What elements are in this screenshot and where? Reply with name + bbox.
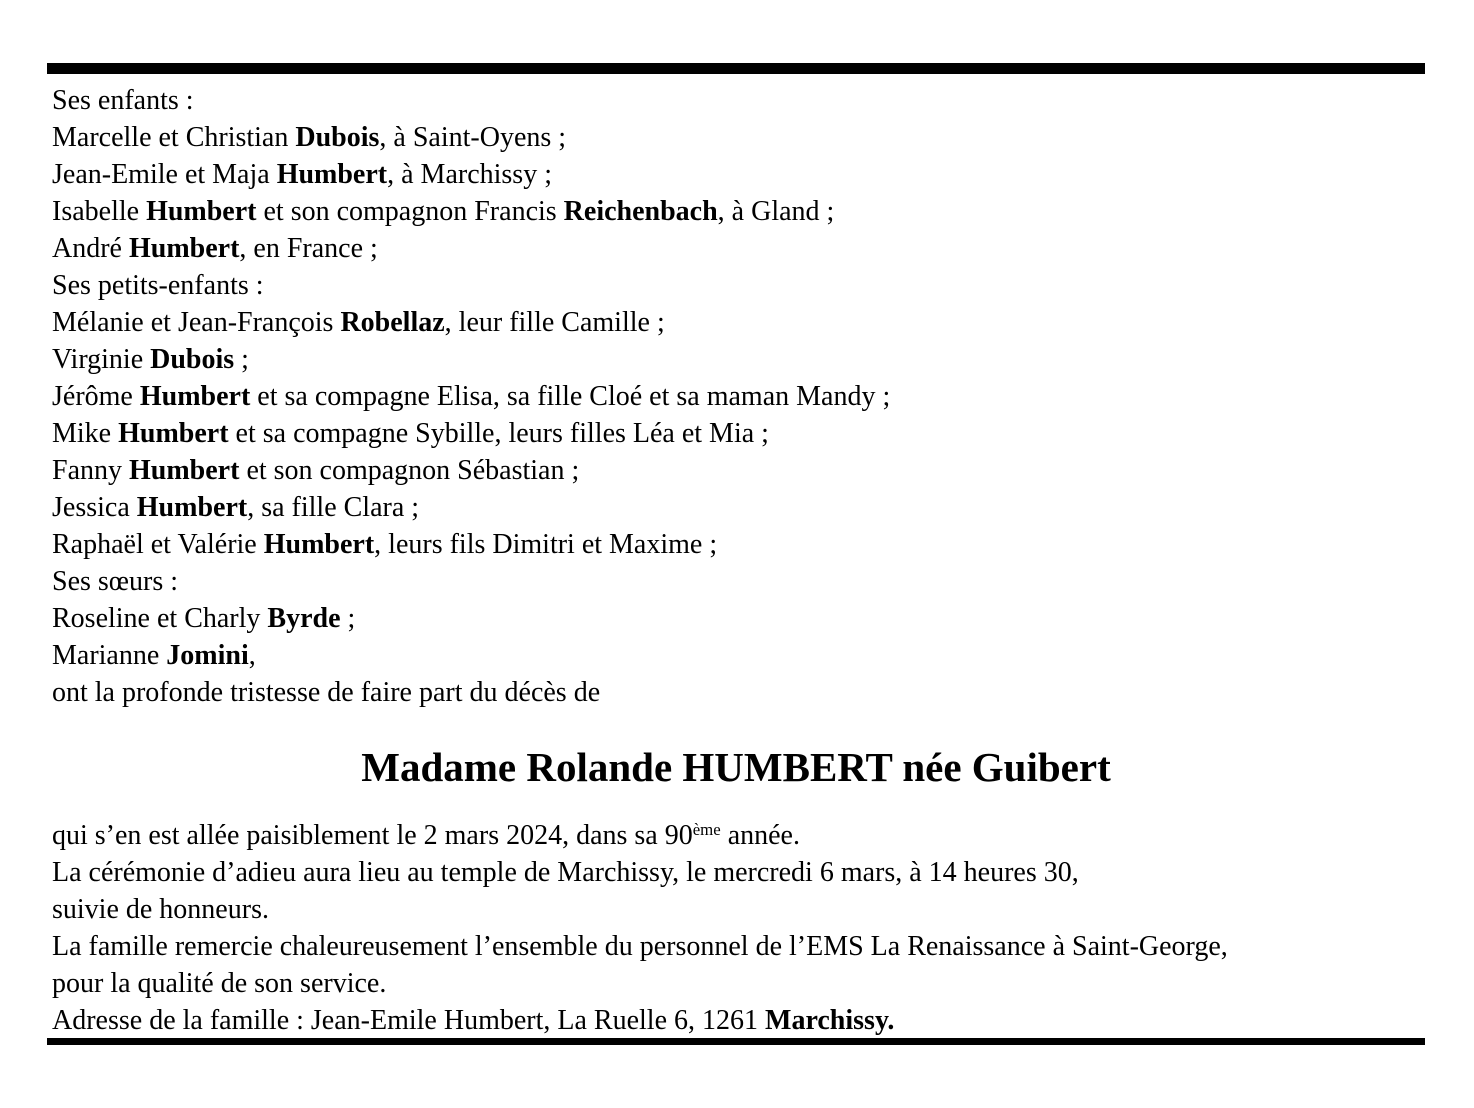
surname-bold-text: Humbert — [139, 381, 251, 412]
text-line — [52, 891, 1432, 928]
text-line — [52, 119, 1432, 156]
surname-bold-text: Humbert — [118, 418, 229, 449]
body-text: , à Gland ; — [717, 196, 835, 227]
surname-bold-text: Robellaz — [340, 307, 445, 338]
body-text: , à Marchissy ; — [387, 159, 552, 190]
body-text: André — [52, 233, 129, 264]
surname-bold-text: Humbert — [276, 159, 388, 190]
surname-bold-text: Marchissy. — [765, 1005, 895, 1036]
surname-bold-text: Humbert — [263, 529, 375, 560]
body-text: Mélanie et Jean-François — [52, 307, 341, 338]
body-text: La cérémonie d’adieu aura lieu au temple de Marchissy, le mercredi 6 mars, à 14 heures 30, — [52, 857, 1079, 888]
body-text: , — [248, 640, 256, 671]
text-line — [52, 267, 1432, 304]
surname-bold-text: Dubois — [150, 344, 235, 375]
text-line — [52, 526, 1432, 563]
body-text: Isabelle — [52, 196, 147, 227]
body-text: et sa compagne Elisa, sa fille Cloé et sa maman Mandy ; — [250, 381, 891, 412]
bottom-rule — [47, 1038, 1425, 1045]
body-text: pour la qualité de son service. — [52, 968, 387, 999]
text-line — [52, 1002, 1432, 1039]
body-text: Mike — [52, 418, 119, 449]
text-line — [52, 415, 1432, 452]
surname-bold-text: Humbert — [129, 455, 240, 486]
text-line — [52, 854, 1432, 891]
family-paragraph — [52, 82, 1432, 711]
surname-bold-text: Jomini — [166, 640, 249, 671]
body-text: Roseline et Charly — [52, 603, 268, 634]
text-line — [52, 674, 1432, 711]
body-text: suivie de honneurs. — [52, 894, 269, 925]
body-text: ; — [340, 603, 356, 634]
body-text: Ses sœurs : — [52, 566, 179, 597]
body-text: , en France ; — [239, 233, 378, 264]
text-line — [52, 563, 1432, 600]
text-line — [52, 230, 1432, 267]
body-text: année. — [720, 820, 800, 851]
body-text: ont la profonde tristesse de faire part du décès de — [52, 677, 601, 708]
body-text: Ses enfants : — [52, 85, 194, 116]
body-text: , à Saint-Oyens ; — [379, 122, 567, 153]
body-text: Jean-Emile et Maja — [52, 159, 277, 190]
body-text: Marianne — [52, 640, 167, 671]
body-text: et son compagnon Sébastian ; — [239, 455, 580, 486]
body-text: Jérôme — [52, 381, 140, 412]
body-text: ; — [234, 344, 249, 375]
surname-bold-text: Dubois — [295, 122, 380, 153]
body-text: , leur fille Camille ; — [444, 307, 665, 338]
text-line — [52, 341, 1432, 378]
text-line — [52, 378, 1432, 415]
top-rule — [47, 63, 1425, 74]
surname-bold-text: Humbert — [146, 196, 257, 227]
deceased-name-title: Madame Rolande HUMBERT née Guibert — [361, 744, 1111, 790]
body-text: Adresse de la famille : Jean-Emile Humbert, La Ruelle 6, 1261 — [52, 1005, 766, 1036]
surname-bold-text: Humbert — [136, 492, 248, 523]
text-line — [52, 156, 1432, 193]
text-line — [52, 193, 1432, 230]
text-line — [52, 928, 1432, 965]
body-text: , sa fille Clara ; — [247, 492, 420, 523]
text-line — [52, 600, 1432, 637]
body-text: Raphaël et Valérie — [52, 529, 264, 560]
body-text: qui s’en est allée paisiblement le 2 mars 2024, dans sa 90 — [52, 820, 693, 851]
body-text: Virginie — [52, 344, 151, 375]
body-text: La famille remercie chaleureusement l’ensemble du personnel de l’EMS La Renaissance à Saint-George, — [52, 931, 1228, 962]
text-line — [52, 489, 1432, 526]
text-line — [52, 965, 1432, 1002]
body-text: et son compagnon Francis — [256, 196, 564, 227]
text-line — [52, 304, 1432, 341]
closing-paragraph — [52, 817, 1432, 1039]
body-text: ème — [692, 819, 721, 839]
text-line — [52, 452, 1432, 489]
text-line — [52, 637, 1432, 674]
body-text: , leurs fils Dimitri et Maxime ; — [374, 529, 718, 560]
surname-bold-text: Byrde — [267, 603, 341, 634]
body-text: Ses petits-enfants : — [52, 270, 264, 301]
body-text: Marcelle et Christian — [52, 122, 296, 153]
body-text: et sa compagne Sybille, leurs filles Léa et Mia ; — [228, 418, 769, 449]
surname-bold-text: Humbert — [128, 233, 240, 264]
text-line — [52, 817, 1432, 854]
text-line — [52, 82, 1432, 119]
body-text: Fanny — [52, 455, 129, 486]
body-text: Jessica — [52, 492, 137, 523]
surname-bold-text: Reichenbach — [563, 196, 718, 227]
